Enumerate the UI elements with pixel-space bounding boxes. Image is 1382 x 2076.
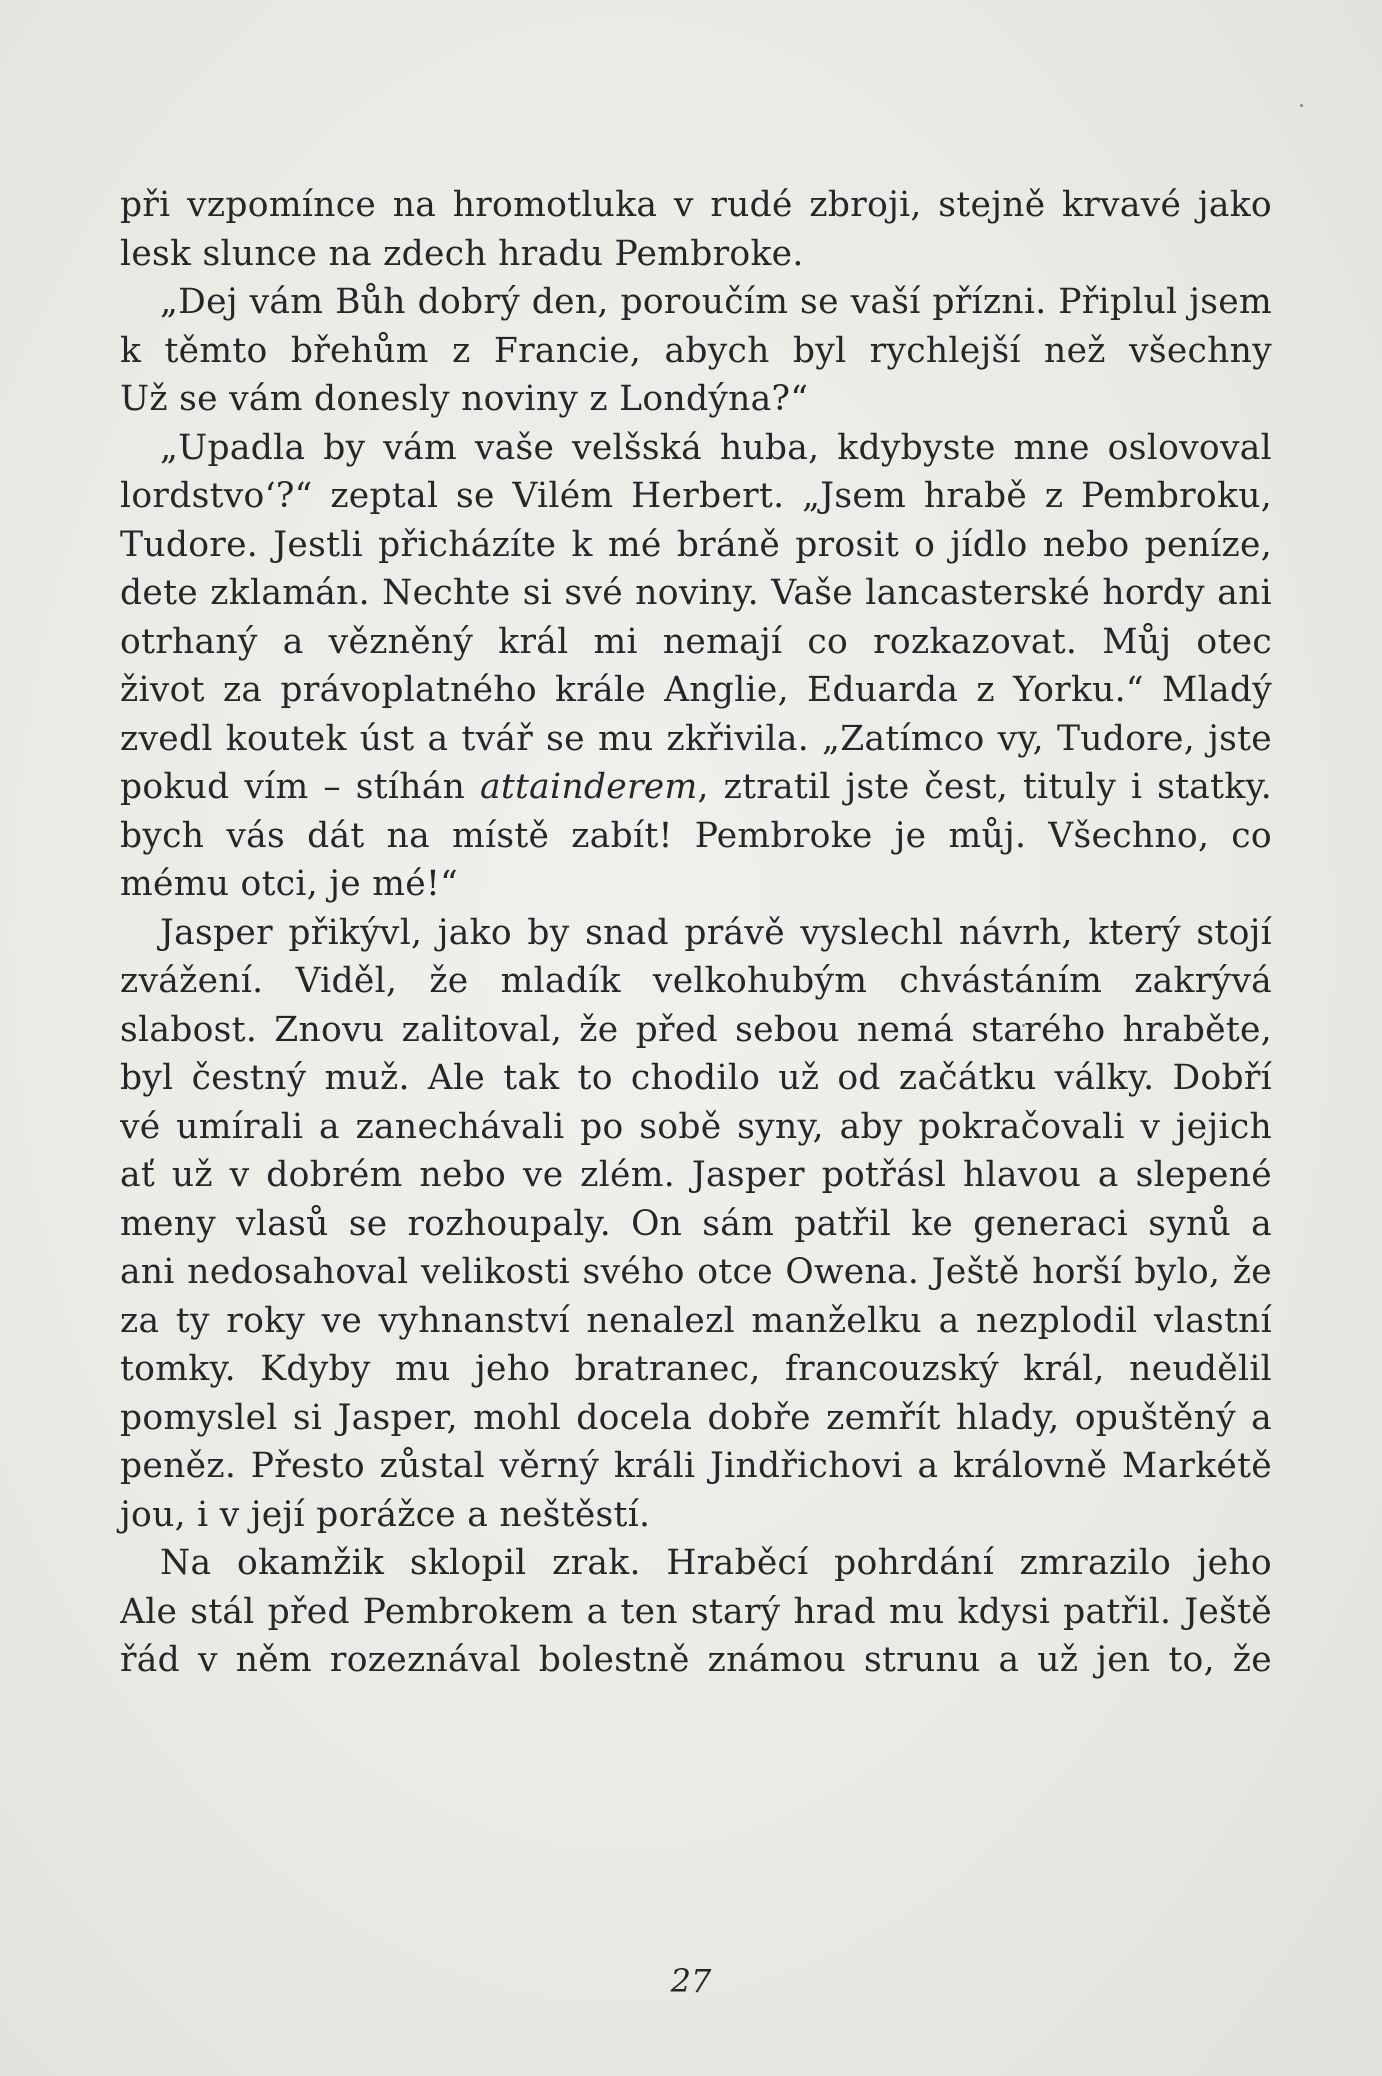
- text-line: Na okamžik sklopil zrak. Hraběcí pohrdání zmrazilo jeho: [160, 1543, 1272, 1583]
- italic-term: attainderem: [479, 767, 698, 807]
- text-line-with-italic: [120, 763, 1272, 812]
- text-line: jou, i v její porážce a neštěstí.: [120, 1494, 651, 1535]
- text-line: Tudore. Jestli přicházíte k mé bráně prosit o jídlo nebo peníze,: [120, 524, 1272, 565]
- body-text: [120, 181, 1272, 1685]
- text-line: ať už v dobrém nebo ve zlém. Jasper potřásl hlavou a slepené: [120, 1155, 1272, 1195]
- text-segment: , ztratil jste čest, tituly i statky.: [697, 767, 1272, 807]
- text-line: Ale stál před Pembrokem a ten starý hrad mu kdysi patřil. Ještě: [120, 1591, 1272, 1632]
- page-number: 27: [670, 1962, 712, 2000]
- text-line: byl čestný muž. Ale tak to chodilo už od začátku války. Dobří: [120, 1058, 1272, 1098]
- text-line: ani nedosahoval velikosti svého otce Owena. Ještě horší bylo, že: [120, 1252, 1272, 1292]
- text-line: pomyslel si Jasper, mohl docela dobře zemřít hlady, opuštěný a: [120, 1397, 1272, 1438]
- text-line: tomky. Kdyby mu jeho bratranec, francouzský král, neudělil: [120, 1349, 1272, 1389]
- text-line: život za právoplatného krále Anglie, Eduarda z Yorku.“ Mladý: [120, 670, 1272, 710]
- text-line: bych vás dát na místě zabít! Pembroke je můj. Všechno, co: [120, 815, 1272, 856]
- text-line: zvážení. Viděl, že mladík velkohubým chvástáním zakrývá: [120, 961, 1272, 1001]
- text-line: „Dej vám Bůh dobrý den, poroučím se vaší přízni. Připlul jsem: [160, 282, 1272, 322]
- text-line: slabost. Znovu zalitoval, že před sebou nemá starého hraběte,: [120, 1009, 1272, 1050]
- text-line: Už se vám donesly noviny z Londýna?“: [120, 379, 809, 419]
- text-line: zvedl koutek úst a tvář se mu zkřivila. „Zatímco vy, Tudore, jste: [120, 718, 1272, 759]
- text-line: dete zklamán. Nechte si své noviny. Vaše lancasterské hordy ani: [120, 573, 1272, 613]
- text-line: „Upadla by vám vaše velšská huba, kdybyste mne oslovoval: [160, 427, 1272, 468]
- text-segment: pokud vím – stíhán: [120, 767, 480, 807]
- text-line: lesk slunce na zdech hradu Pembroke.: [120, 233, 804, 274]
- paper-speck: [1300, 104, 1303, 107]
- text-line: k těmto břehům z Francie, abych byl rychlejší než všechny: [120, 330, 1272, 371]
- text-line: vé umírali a zanechávali po sobě syny, aby pokračovali v jejich: [120, 1106, 1272, 1147]
- text-line: peněz. Přesto zůstal věrný králi Jindřichovi a královně Markétě: [120, 1446, 1272, 1486]
- text-line: za ty roky ve vyhnanství nenalezl manželku a nezplodil vlastní: [120, 1300, 1272, 1341]
- text-line: řád v něm rozeznával bolestně známou strunu a už jen to, že: [120, 1640, 1272, 1680]
- text-line: Jasper přikývl, jako by snad právě vyslechl návrh, který stojí: [160, 912, 1272, 953]
- text-line: otrhaný a vězněný král mi nemají co rozkazovat. Můj otec: [120, 621, 1272, 662]
- text-line: při vzpomínce na hromotluka v rudé zbroji, stejně krvavé jako: [120, 185, 1272, 225]
- text-line: lordstvo‘?“ zeptal se Vilém Herbert. „Jsem hrabě z Pembroku,: [120, 476, 1272, 516]
- text-line: meny vlasů se rozhoupaly. On sám patřil ke generaci synů a: [120, 1203, 1272, 1244]
- text-line: mému otci, je mé!“: [120, 864, 459, 904]
